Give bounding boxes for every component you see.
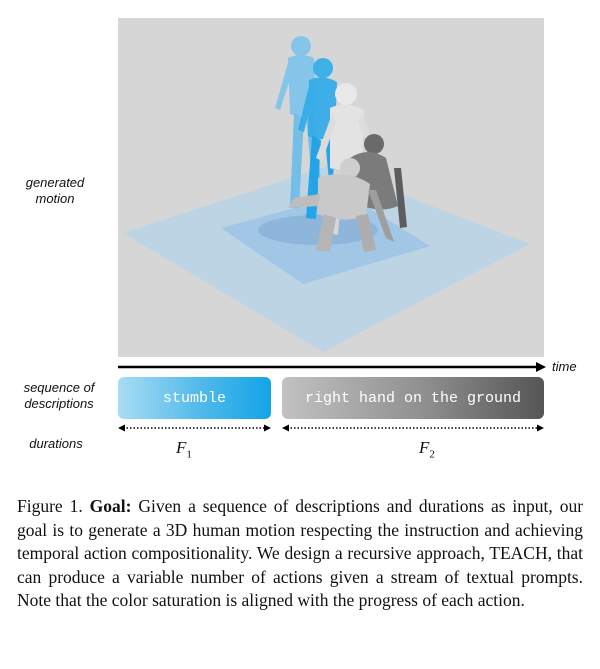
generated-motion-label [16,175,94,207]
description-text: stumble [162,389,226,407]
time-axis-arrow [118,361,548,373]
caption-text: Given a sequence of descriptions and durations as input, our goal is to generate a 3D human motion respecting the instruction and achieving temporal action compositionality. We design a recursive approach, TEACH, that can produce a variable number of actions given a stream of textual prompts. Note that the color saturation is aligned with the progress of each action. [17,496,584,610]
durations-label: durations [29,436,83,451]
description-text: right hand on the ground [304,389,522,407]
duration-symbol-2 [419,438,435,460]
duration-symbol-letter: F [419,438,430,457]
sequence-of-descriptions-label [12,380,106,412]
figure-caption [17,495,583,613]
duration-symbol-letter: F [176,438,187,457]
duration-symbol-index: 2 [429,448,435,461]
motion-render-illustration [118,18,544,357]
generated-motion-label-line2: motion [35,191,75,206]
duration-arrow-2 [282,423,544,433]
caption-bold-term: Goal: [89,496,132,516]
description-box-stumble [118,377,271,419]
generated-motion-label-line1: generated [25,175,85,190]
sequence-label-line1: sequence of [23,380,95,395]
duration-symbol-1 [176,438,192,460]
caption-figure-label: Figure 1. [17,496,83,516]
duration-symbol-index: 1 [186,448,192,461]
duration-arrow-1 [118,423,271,433]
generated-motion-render [118,18,544,357]
time-label: time [552,359,577,374]
description-box-right-hand [282,377,544,419]
sequence-label-line2: descriptions [24,396,94,411]
